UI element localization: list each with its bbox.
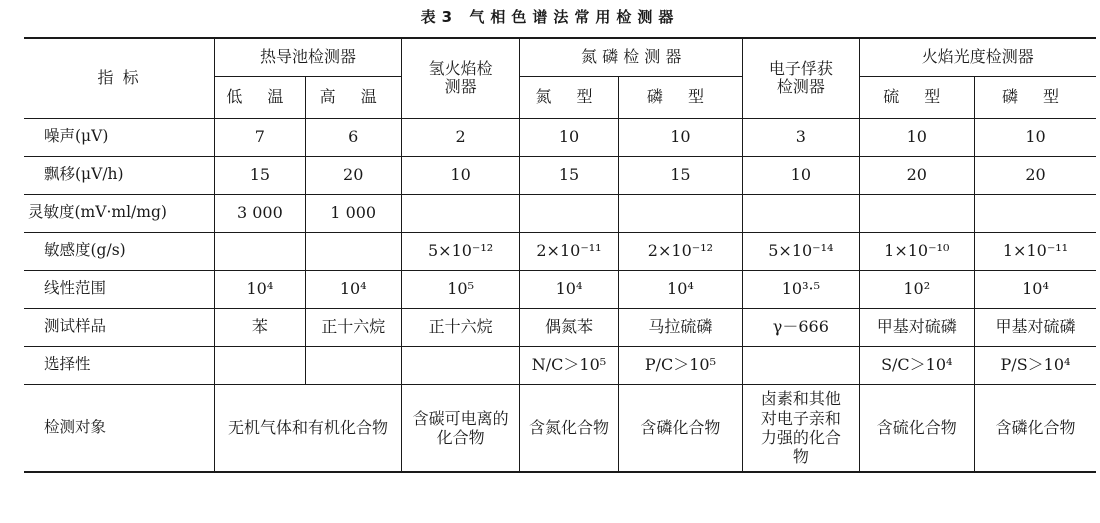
row-label: 敏感度(g/s) xyxy=(24,232,215,270)
cell-value: 10⁴ xyxy=(974,270,1096,308)
header-fpd-p: 磷 型 xyxy=(974,76,1096,118)
row-test-sample xyxy=(24,308,1096,346)
cell-value xyxy=(859,194,974,232)
header-npd: 氮 磷 检 测 器 xyxy=(520,38,743,76)
cell-value: 20 xyxy=(974,156,1096,194)
header-tcd-low: 低 温 xyxy=(215,76,305,118)
cell-value: 马拉硫磷 xyxy=(618,308,742,346)
cell-value: 1×10⁻¹¹ xyxy=(974,232,1096,270)
row-label: 飘移(μV/h) xyxy=(24,156,215,194)
cell-value: 6 xyxy=(305,118,401,156)
cell-value: 5×10⁻¹⁴ xyxy=(743,232,859,270)
cell-value: 正十六烷 xyxy=(401,308,519,346)
cell-value: 偶氮苯 xyxy=(520,308,618,346)
row-label: 测试样品 xyxy=(24,308,215,346)
row-selectivity xyxy=(24,346,1096,384)
cell-value: 3 000 xyxy=(215,194,305,232)
cell-value: 10³·⁵ xyxy=(743,270,859,308)
row-label: 选择性 xyxy=(24,346,215,384)
row-label: 检测对象 xyxy=(24,384,215,472)
cell-value: 1×10⁻¹⁰ xyxy=(859,232,974,270)
cell-value: S/C＞10⁴ xyxy=(859,346,974,384)
cell-value: 10⁴ xyxy=(215,270,305,308)
cell-value xyxy=(401,194,519,232)
cell-value: 10² xyxy=(859,270,974,308)
cell-value: 含磷化合物 xyxy=(618,384,742,472)
row-noise xyxy=(24,118,1096,156)
cell-value: 15 xyxy=(520,156,618,194)
cell-value: 10⁵ xyxy=(401,270,519,308)
cell-value: 无机气体和有机化合物 xyxy=(215,384,402,472)
cell-value xyxy=(974,194,1096,232)
cell-value: 含硫化合物 xyxy=(859,384,974,472)
cell-value: N/C＞10⁵ xyxy=(520,346,618,384)
cell-value: 15 xyxy=(618,156,742,194)
row-detectability xyxy=(24,232,1096,270)
header-fpd: 火焰光度检测器 xyxy=(859,38,1096,76)
cell-value: 含磷化合物 xyxy=(974,384,1096,472)
row-label: 灵敏度(mV·ml/mg) xyxy=(24,194,215,232)
table-title: 表3 气相色谱法常用检测器 xyxy=(420,8,680,26)
header-npd-n: 氮 型 xyxy=(520,76,618,118)
cell-value xyxy=(305,346,401,384)
cell-value: 10 xyxy=(618,118,742,156)
cell-value: 卤素和其他对电子亲和力强的化合物 xyxy=(743,384,859,472)
cell-value: 2×10⁻¹¹ xyxy=(520,232,618,270)
cell-value: 1 000 xyxy=(305,194,401,232)
row-drift xyxy=(24,156,1096,194)
row-target xyxy=(24,384,1096,472)
cell-value: 正十六烷 xyxy=(305,308,401,346)
cell-value xyxy=(743,194,859,232)
cell-value: 10 xyxy=(859,118,974,156)
cell-value: 3 xyxy=(743,118,859,156)
header-tcd-high: 高 温 xyxy=(305,76,401,118)
cell-value xyxy=(305,232,401,270)
cell-value: 20 xyxy=(859,156,974,194)
cell-value: 苯 xyxy=(215,308,305,346)
cell-value: P/C＞10⁵ xyxy=(618,346,742,384)
cell-value: 10⁴ xyxy=(305,270,401,308)
row-label: 线性范围 xyxy=(24,270,215,308)
header-indicator: 指 标 xyxy=(24,38,215,118)
cell-value: γ－666 xyxy=(743,308,859,346)
header-tcd: 热导池检测器 xyxy=(215,38,402,76)
cell-value: 2 xyxy=(401,118,519,156)
header-ecd: 电子俘获检测器 xyxy=(743,38,859,118)
cell-value: 甲基对硫磷 xyxy=(859,308,974,346)
cell-value: 2×10⁻¹² xyxy=(618,232,742,270)
row-linear-range xyxy=(24,270,1096,308)
header-npd-p: 磷 型 xyxy=(618,76,742,118)
cell-value xyxy=(401,346,519,384)
row-sensitivity xyxy=(24,194,1096,232)
cell-value: 10⁴ xyxy=(618,270,742,308)
cell-value: 5×10⁻¹² xyxy=(401,232,519,270)
cell-value: 7 xyxy=(215,118,305,156)
cell-value: 10⁴ xyxy=(520,270,618,308)
cell-value: 10 xyxy=(743,156,859,194)
cell-value: 20 xyxy=(305,156,401,194)
cell-value: 10 xyxy=(401,156,519,194)
header-fpd-s: 硫 型 xyxy=(859,76,974,118)
cell-value: 10 xyxy=(974,118,1096,156)
cell-value: 15 xyxy=(215,156,305,194)
cell-value xyxy=(618,194,742,232)
row-label: 噪声(μV) xyxy=(24,118,215,156)
cell-value xyxy=(215,346,305,384)
cell-value: 含碳可电离的化合物 xyxy=(401,384,519,472)
detector-table xyxy=(24,37,1096,473)
cell-value: 甲基对硫磷 xyxy=(974,308,1096,346)
cell-value xyxy=(743,346,859,384)
cell-value xyxy=(520,194,618,232)
header-row-1 xyxy=(24,38,1096,76)
header-fid: 氢火焰检测器 xyxy=(401,38,519,118)
cell-value: P/S＞10⁴ xyxy=(974,346,1096,384)
cell-value: 10 xyxy=(520,118,618,156)
cell-value: 含氮化合物 xyxy=(520,384,618,472)
cell-value xyxy=(215,232,305,270)
